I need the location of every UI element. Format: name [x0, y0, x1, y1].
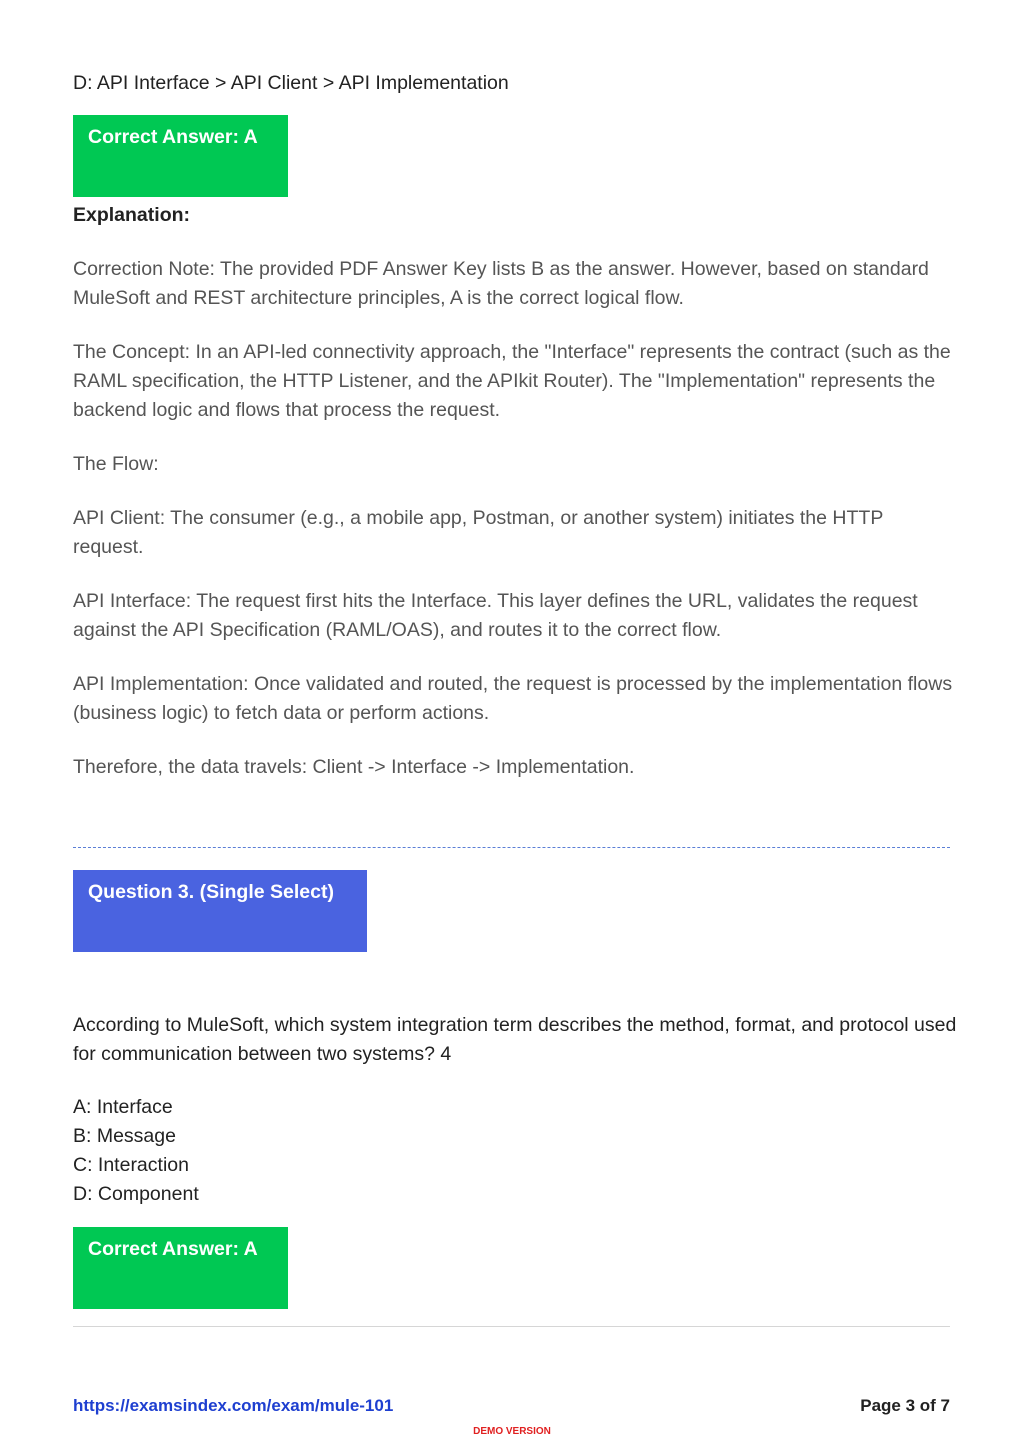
explanation-paragraph: The Concept: In an API-led connectivity approach, the "Interface" represents the contract (such as the RAML specification, the HTTP Listener, and the APIkit Router). The "Implementation" represents the backend logic and flows that process the request. — [73, 341, 951, 421]
demo-version-label: DEMO VERSION — [473, 1426, 551, 1437]
page-number: Page 3 of 7 — [860, 1396, 950, 1415]
explanation-paragraph: API Client: The consumer (e.g., a mobile app, Postman, or another system) initiates the HTTP request. — [73, 507, 883, 558]
correct-answer-badge — [73, 1227, 288, 1309]
answer-options — [73, 1093, 199, 1209]
footer-url-link[interactable]: https://examsindex.com/exam/mule-101 — [73, 1396, 394, 1415]
question-header-label: Question 3. (Single Select) — [88, 881, 334, 903]
explanation-paragraph: The Flow: — [73, 453, 159, 475]
option-a: A: Interface — [73, 1096, 173, 1118]
option-b: B: Message — [73, 1125, 176, 1147]
option-c: C: Interaction — [73, 1154, 189, 1176]
correct-answer-label: Correct Answer: A — [88, 1238, 258, 1260]
option-d: D: Component — [73, 1183, 199, 1205]
correct-answer-label: Correct Answer: A — [88, 126, 258, 148]
correct-answer-badge — [73, 115, 288, 197]
explanation-heading: Explanation: — [73, 204, 191, 226]
previous-option-d: D: API Interface > API Client > API Implementation — [73, 72, 509, 94]
question-text: According to MuleSoft, which system integration term describes the method, format, and protocol used for communication between two systems? 4 — [73, 1014, 957, 1065]
explanation-paragraph: API Interface: The request first hits the Interface. This layer defines the URL, validates the request against the API Specification (RAML/OAS), and routes it to the correct flow. — [73, 590, 918, 641]
explanation-paragraph: Therefore, the data travels: Client -> Interface -> Implementation. — [73, 756, 635, 778]
footer-divider — [73, 1326, 950, 1327]
explanation-paragraph: API Implementation: Once validated and routed, the request is processed by the implementation flows (business logic) to fetch data or perform actions. — [73, 673, 953, 724]
explanation-paragraph: Correction Note: The provided PDF Answer Key lists B as the answer. However, based on standard MuleSoft and REST architecture principles, A is the correct logical flow. — [73, 258, 929, 309]
question-divider — [73, 847, 950, 848]
question-header-badge — [73, 870, 367, 952]
